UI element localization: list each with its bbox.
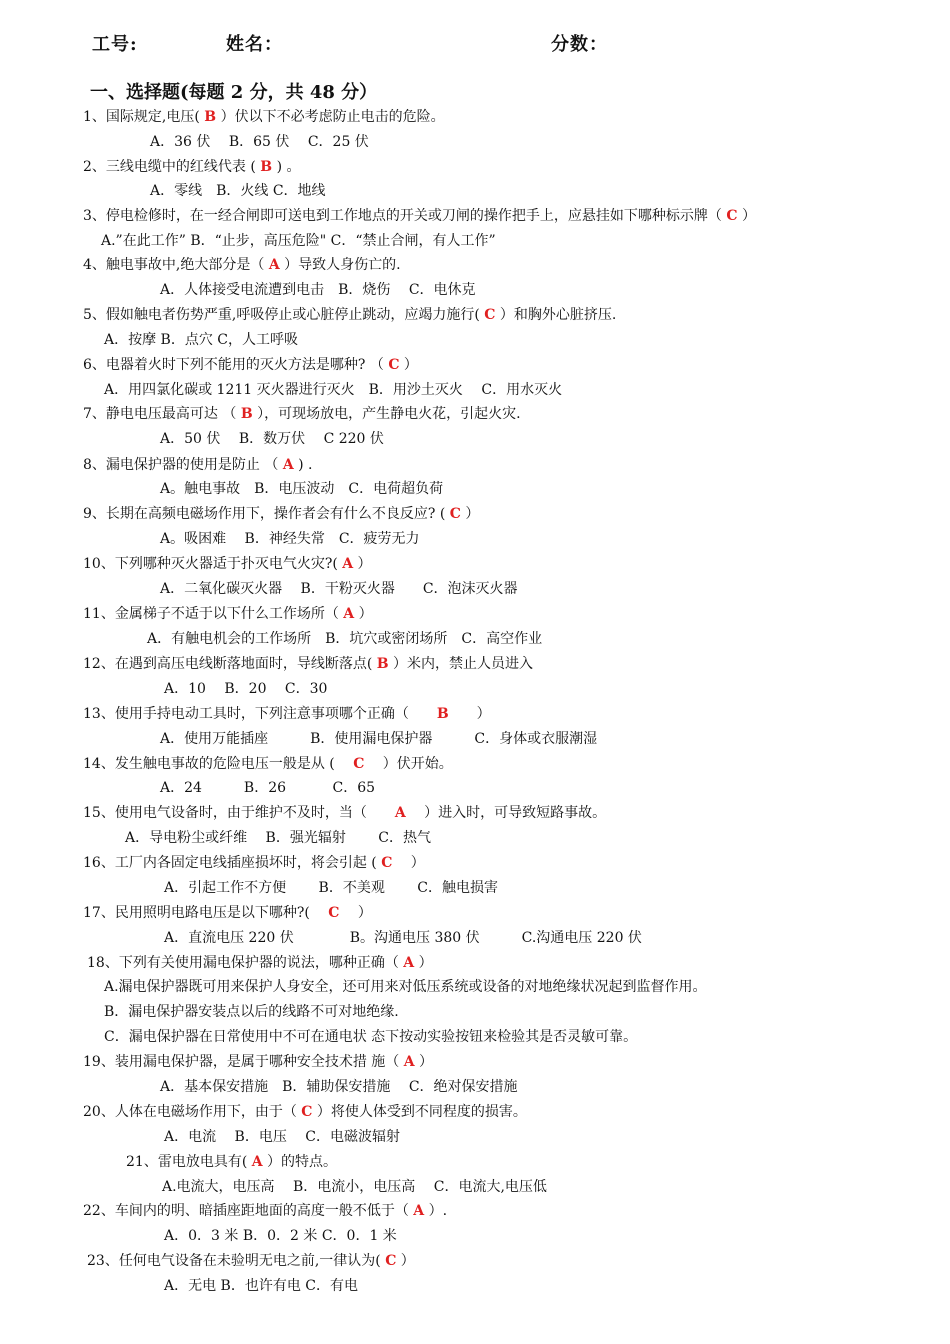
question-stem: [83, 158, 301, 176]
line-text-tail: ）和胸外心脏挤压.: [495, 307, 617, 323]
line-text-tail: ）: [392, 855, 425, 871]
answer-options: [160, 281, 476, 299]
line-text: A。吸困难 B．神经失常 C．疲劳无力: [160, 531, 420, 547]
line-text-tail: ），可现场放电，产生静电火花，引起火灾.: [252, 406, 521, 422]
question-stem: [83, 555, 372, 573]
line-text: 6、电器着火时下列不能用的灭火方法是哪种? （: [83, 357, 389, 373]
answer-letter: C: [301, 1104, 313, 1120]
line-text: 23、任何电气设备在未验明无电之前,一律认为(: [87, 1253, 386, 1269]
line-text: A．50 伏 B．数万伏 C 220 伏: [160, 431, 384, 447]
line-text: A．用四氯化碳或 1211 灭火器进行灭火 B．用沙土灭火 C．用水灭火: [104, 382, 563, 398]
line-text-tail: ）: [414, 955, 433, 971]
line-text: A.”在此工作” B．“止步，高压危险" C．“禁止合闸，有人工作”: [101, 233, 496, 249]
line-text-tail: ) 。: [272, 159, 301, 175]
question-stem: [83, 605, 373, 623]
answer-letter: C: [385, 1253, 397, 1269]
answer-options: [101, 232, 496, 250]
answer-options: [150, 133, 369, 151]
answer-letter: C: [449, 506, 461, 522]
answer-letter: C: [353, 756, 365, 772]
line-text: 7、静电电压最高可达 （: [83, 406, 241, 422]
answer-letter: C: [381, 855, 393, 871]
answer-options: [160, 430, 384, 448]
question-stem: [83, 356, 418, 374]
answer-letter: B: [376, 656, 389, 672]
line-text: 5、假如触电者伤势严重,呼吸停止或心脏停止跳动，应竭力施行(: [83, 307, 485, 323]
section-title: 一、选择题(每题 2 分，共 48 分）: [90, 82, 378, 103]
question-stem: [83, 108, 445, 126]
question-stem: [83, 405, 521, 423]
line-text: A．10 B．20 C．30: [164, 681, 328, 697]
line-text-tail: ) .: [293, 457, 313, 473]
answer-letter: C: [726, 208, 738, 224]
line-text: A．有触电机会的工作场所 B．坑穴或密闭场所 C．高空作业: [147, 631, 543, 647]
answer-letter: C: [328, 905, 340, 921]
line-text: A．无电 B．也许有电 C．有电: [164, 1278, 359, 1294]
answer-options: [164, 1128, 400, 1146]
line-text: A．引起工作不方便 B．不美观 C．触电损害: [164, 880, 499, 896]
question-stem: [83, 705, 491, 723]
question-stem: [83, 306, 616, 324]
line-text: 2、三线电缆中的红线代表 (: [83, 159, 261, 175]
line-text: 4、触电事故中,绝大部分是（: [83, 257, 269, 273]
line-text: A．24 B．26 C．65: [160, 780, 376, 796]
line-text: 16、工厂内各固定电线插座损坏时，将会引起 (: [83, 855, 382, 871]
line-text: 17、民用照明电路电压是以下哪种?(: [83, 905, 329, 921]
line-text: 13、使用手持电动工具时，下列注意事项哪个正确（: [83, 706, 437, 722]
line-text: 22、车间内的明、暗插座距地面的高度一般不低于（: [83, 1203, 414, 1219]
line-text: A.漏电保护器既可用来保护人身安全，还可用来对低压系统或设备的对地绝缘状况起到监督作用。: [104, 979, 707, 995]
line-text-tail: ）: [414, 1054, 434, 1070]
line-text-tail: ）: [339, 905, 372, 921]
line-text: A．使用万能插座 B．使用漏电保护器 C．身体或衣服潮湿: [160, 731, 598, 747]
question-stem: [83, 1103, 527, 1121]
line-text-tail: ）.: [424, 1203, 448, 1219]
line-text: 3、停电检修时，在一经合闸即可送电到工作地点的开关或刀闸的操作把手上，应悬挂如下哪种标示牌（: [83, 208, 727, 224]
line-text: 14、发生触电事故的危险电压一般是从 (: [83, 756, 354, 772]
line-text: 9、长期在高频电磁场作用下，操作者会有什么不良反应? (: [83, 506, 450, 522]
answer-options: [147, 630, 542, 648]
line-text-tail: ）: [448, 706, 491, 722]
name-label: 姓名：: [226, 34, 283, 55]
line-text-tail: ）: [737, 208, 756, 224]
answer-letter: A: [394, 805, 406, 821]
answer-options: [160, 530, 420, 548]
question-stem: [87, 1252, 415, 1270]
answer-options: [164, 680, 327, 698]
line-text-tail: ）: [353, 556, 372, 572]
line-text-tail: ）将使人体受到不同程度的损害。: [312, 1104, 527, 1120]
answer-options: [160, 480, 443, 498]
answer-options: [104, 1003, 399, 1021]
answer-options: [150, 182, 326, 200]
question-stem: [126, 1153, 337, 1171]
answer-letter: A: [251, 1154, 263, 1170]
line-text: A.电流大，电压高 B．电流小，电压高 C．电流大,电压低: [162, 1179, 547, 1195]
answer-options: [125, 829, 431, 847]
answer-options: [104, 1028, 637, 1046]
answer-options: [160, 580, 518, 598]
answer-letter: C: [484, 307, 496, 323]
answer-letter: A: [403, 1054, 415, 1070]
line-text: 18、下列有关使用漏电保护器的说法，哪种正确（: [87, 955, 404, 971]
employee-id-label: 工号:: [92, 34, 138, 55]
answer-letter: A: [343, 606, 355, 622]
answer-letter: B: [240, 406, 253, 422]
answer-options: [164, 1227, 397, 1245]
line-text: A．直流电压 220 伏 B。沟通电压 380 伏 C.沟通电压 220 伏: [164, 930, 642, 946]
question-stem: [83, 456, 313, 474]
line-text-tail: ）伏开始。: [364, 756, 453, 772]
question-stem: [83, 755, 453, 773]
answer-letter: B: [260, 159, 273, 175]
question-stem: [83, 904, 372, 922]
line-text-tail: ）: [460, 506, 480, 522]
line-text-tail: ）: [396, 1253, 415, 1269]
line-text: A．按摩 B．点穴 C，人工呼吸: [104, 332, 299, 348]
answer-letter: A: [403, 955, 415, 971]
score-label: 分数：: [551, 34, 608, 55]
answer-options: [104, 331, 298, 349]
answer-letter: B: [204, 109, 217, 125]
answer-letter: A: [268, 257, 280, 273]
line-text: A．电流 B．电压 C．电磁波辐射: [164, 1129, 401, 1145]
line-text: A．二氧化碳灭火器 B．干粉灭火器 C．泡沫灭火器: [160, 581, 518, 597]
line-text: A．基本保安措施 B．辅助保安措施 C．绝对保安措施: [160, 1079, 518, 1095]
answer-options: [160, 779, 375, 797]
answer-options: [160, 730, 597, 748]
line-text-tail: ）: [399, 357, 418, 373]
answer-letter: A: [342, 556, 354, 572]
line-text-tail: ）导致人身伤亡的.: [279, 257, 401, 273]
line-text: A．人体接受电流遭到电击 B．烧伤 C．电休克: [160, 282, 476, 298]
line-text-tail: ）: [354, 606, 373, 622]
line-text: 1、国际规定,电压(: [83, 109, 205, 125]
answer-options: [162, 1178, 547, 1196]
question-stem: [83, 804, 606, 822]
line-text-tail: ）伏以下不必考虑防止电击的危险。: [216, 109, 445, 125]
answer-options: [104, 381, 562, 399]
answer-letter: A: [282, 457, 294, 473]
answer-options: [104, 978, 707, 996]
answer-options: [164, 1277, 358, 1295]
question-stem: [87, 954, 433, 972]
answer-letter: A: [413, 1203, 425, 1219]
answer-options: [164, 879, 498, 897]
answer-letter: B: [436, 706, 449, 722]
question-stem: [83, 256, 401, 274]
line-text: A。触电事故 B．电压波动 C．电荷超负荷: [160, 481, 444, 497]
line-text: 8、漏电保护器的使用是防止 （: [83, 457, 283, 473]
line-text-tail: ）的特点。: [262, 1154, 338, 1170]
answer-letter: C: [388, 357, 400, 373]
line-text: 15、使用电气设备时，由于维护不及时，当（: [83, 805, 395, 821]
line-text: 12、在遇到高压电线断落地面时，导线断落点(: [83, 656, 377, 672]
answer-options: [160, 1078, 518, 1096]
line-text: 11、金属梯子不适于以下什么工作场所（: [83, 606, 344, 622]
line-text: B．漏电保护器安装点以后的线路不可对地绝缘.: [104, 1004, 399, 1020]
line-text: A．导电粉尘或纤维 B．强光辐射 C．热气: [125, 830, 432, 846]
line-text: C．漏电保护器在日常使用中不可在通电状 态下按动实验按钮来检验其是否灵敏可靠。: [104, 1029, 638, 1045]
question-stem: [83, 854, 425, 872]
line-text: A．36 伏 B．65 伏 C．25 伏: [150, 134, 369, 150]
line-text-tail: ）米内，禁止人员进入: [388, 656, 534, 672]
question-stem: [83, 505, 479, 523]
answer-options: [164, 929, 642, 947]
line-text: A．0．3 米 B．0．2 米 C．0．1 米: [164, 1228, 397, 1244]
line-text: 21、雷电放电具有(: [126, 1154, 252, 1170]
question-stem: [83, 1202, 447, 1220]
line-text-tail: ）进入时，可导致短路事故。: [405, 805, 607, 821]
question-stem: [83, 207, 756, 225]
question-stem: [83, 655, 533, 673]
line-text: 20、人体在电磁场作用下，由于（: [83, 1104, 302, 1120]
line-text: 19、装用漏电保护器，是属于哪种安全技术措 施（: [83, 1054, 404, 1070]
line-text: A．零线 B．火线 C．地线: [150, 183, 326, 199]
line-text: 10、下列哪种灭火器适于扑灭电气火灾?(: [83, 556, 343, 572]
question-stem: [83, 1053, 433, 1071]
